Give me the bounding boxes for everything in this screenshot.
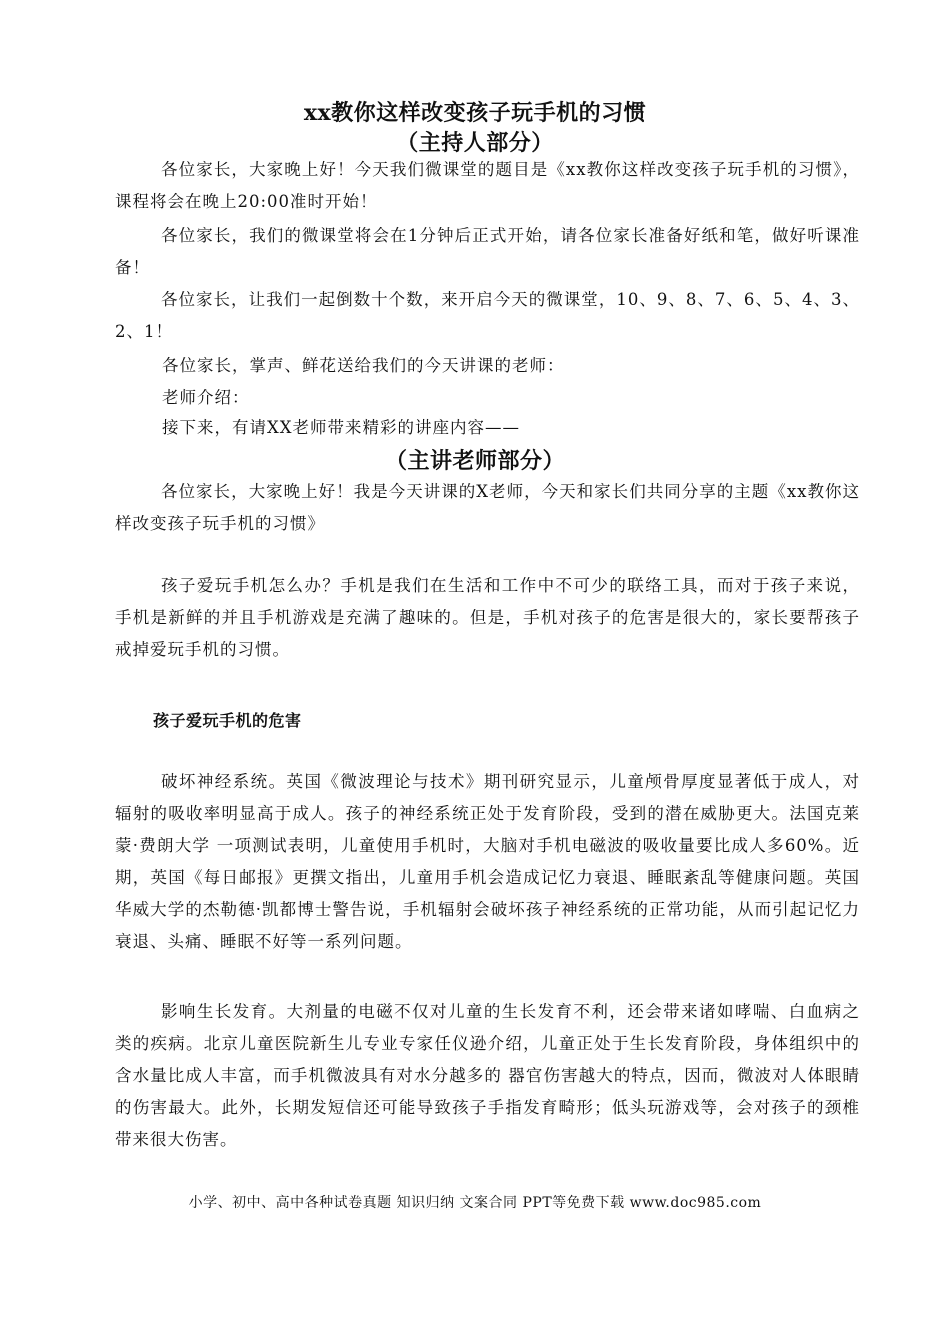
teacher-intro-paragraph: 各位家长，大家晚上好！我是今天讲课的X老师，今天和家长们共同分享的主题《xx教你这样改变孩子玩手机的习惯》	[115, 482, 860, 533]
host-paragraph-2: 各位家长，我们的微课堂将会在1分钟后正式开始，请各位家长准备好纸和笔，做好听课准备！	[115, 226, 860, 277]
document-title: xx教你这样改变孩子玩手机的习惯	[303, 100, 647, 126]
host-paragraph-1: 各位家长，大家晚上好！今天我们微课堂的题目是《xx教你这样改变孩子玩手机的习惯》，课程将会在晚上20:00准时开始！	[115, 160, 860, 211]
section-heading-teacher: （主讲老师部分）	[384, 448, 565, 474]
host-line-applause: 各位家长，掌声、鲜花送给我们的今天讲课的老师：	[162, 356, 565, 375]
harm-paragraph-nervous-system: 破坏神经系统。英国《微波理论与技术》期刊研究显示，儿童颅骨厚度显著低于成人，对辐射的吸收率明显高于成人。孩子的神经系统正处于发育阶段，受到的潜在威胁更大。法国克莱蒙·费朗大学 一项测试表明，儿童使用手机时，大脑对手机电磁波的吸收量要比成人多60%。近期，英国《每日邮报》更撰文指出，儿童用手机会造成记忆力衰退、睡眠紊乱等健康问题。英国华威大学的杰勒德·凯都博士警告说，手机辐射会破坏孩子神经系统的正常功能，从而引起记忆力衰退、头痛、睡眠不好等一系列问题。	[115, 772, 860, 951]
host-line-invite: 接下来，有请XX老师带来精彩的讲座内容——	[162, 418, 520, 437]
harm-paragraph-growth: 影响生长发育。大剂量的电磁不仅对儿童的生长发育不利，还会带来诸如哮喘、白血病之类的疾病。北京儿童医院新生儿专业专家任仪逊介绍，儿童正处于生长发育阶段，身体组织中的含水量比成人丰富，而手机微波具有对水分越多的 器官伤害越大的特点，因而，微波对人体眼睛的伤害最大。此外，长期发短信还可能导致孩子手指发育畸形；低头玩游戏等，会对孩子的颈椎带来很大伤害。	[115, 1002, 860, 1149]
host-paragraph-3: 各位家长，让我们一起倒数十个数，来开启今天的微课堂，10、9、8、7、6、5、4、3、2、1！	[115, 290, 860, 341]
intro-paragraph: 孩子爱玩手机怎么办？手机是我们在生活和工作中不可少的联络工具，而对于孩子来说，手机是新鲜的并且手机游戏是充满了趣味的。但是，手机对孩子的危害是很大的，家长要帮孩子戒掉爱玩手机的习惯。	[115, 576, 860, 659]
host-line-teacher-intro: 老师介绍：	[162, 388, 250, 407]
section-heading-host: （主持人部分）	[396, 130, 554, 156]
subheading-harms: 孩子爱玩手机的危害	[153, 711, 302, 730]
page-footer: 小学、初中、高中各种试卷真题 知识归纳 文案合同 PPT等免费下载 www.doc985.com	[188, 1195, 762, 1211]
